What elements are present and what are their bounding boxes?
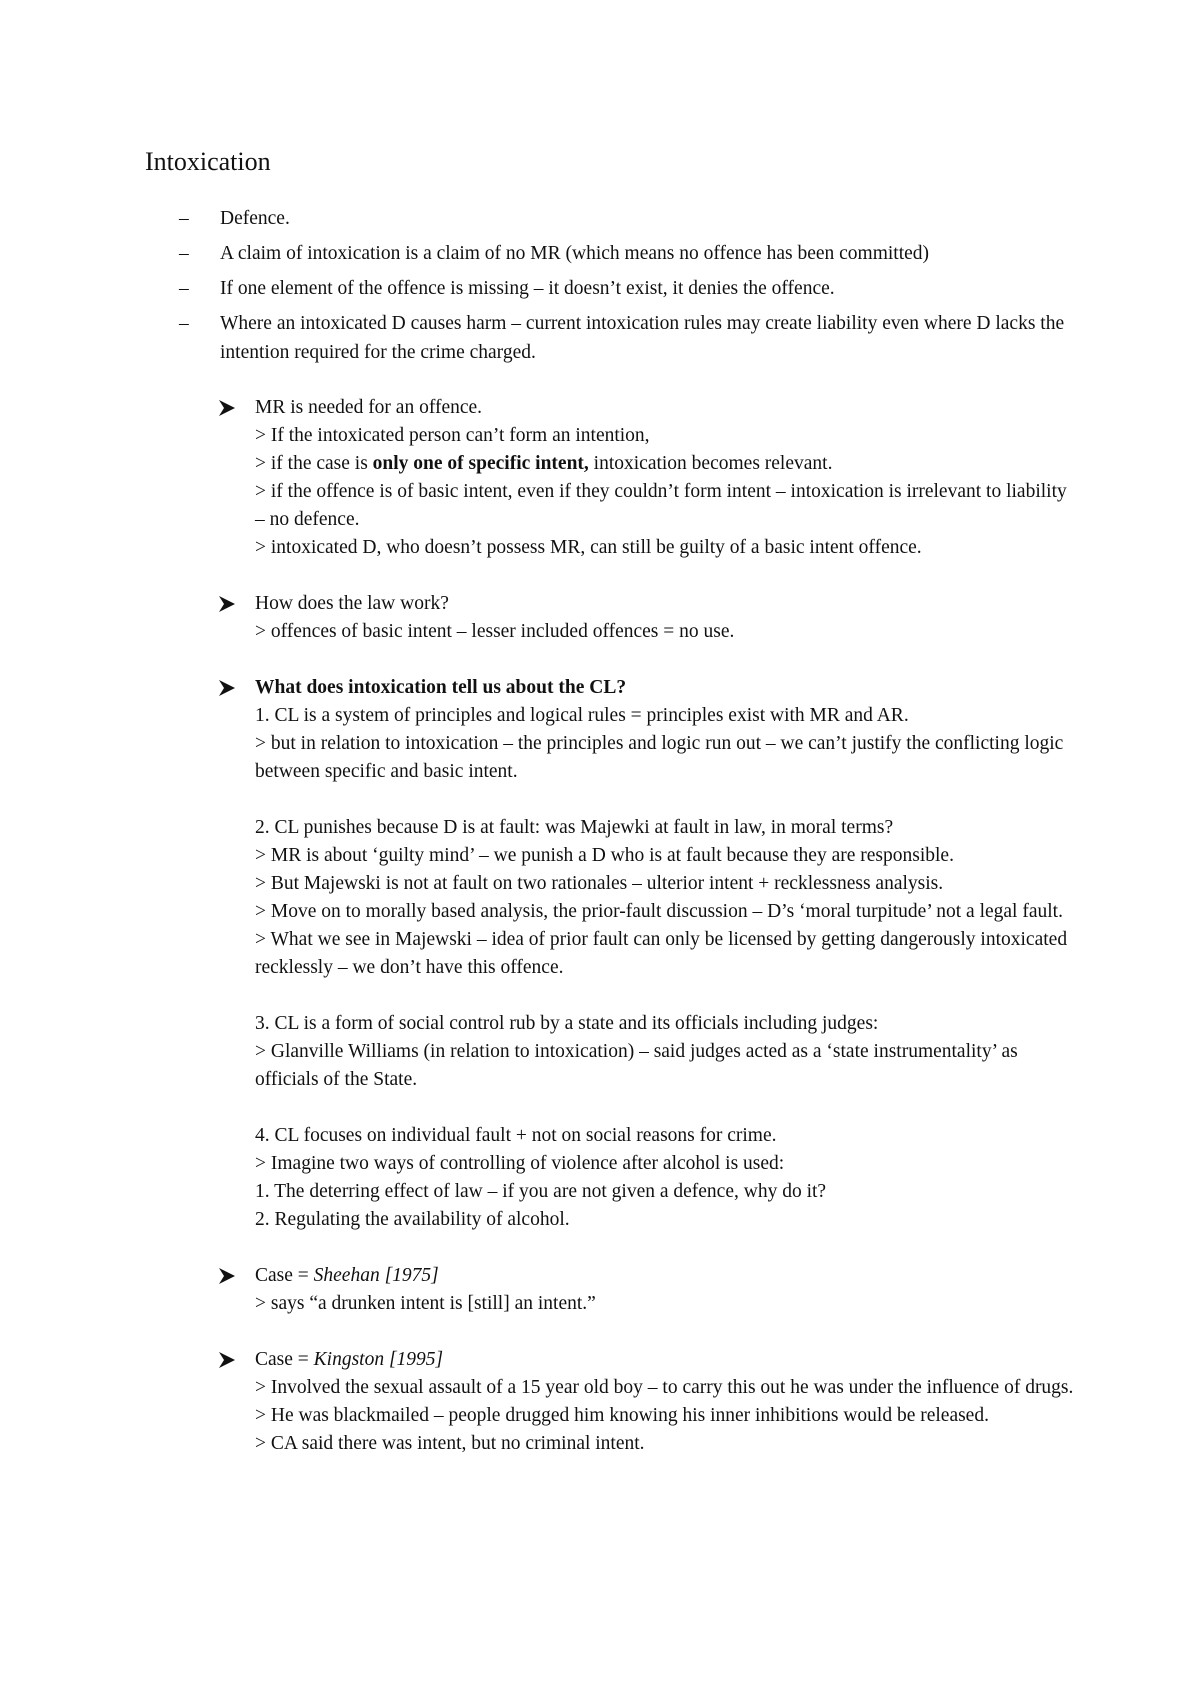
dash-list — [145, 204, 1075, 373]
case-name: Sheehan [1975] — [313, 1265, 439, 1286]
section-case-sheehan: Case = Sheehan [1975] > says “a drunken intent is [still] an intent.” — [218, 1262, 1078, 1318]
list-item: – Where an intoxicated D causes harm – current intoxication rules may create liability even where D lacks the intention required for the crime charged. — [145, 309, 1075, 367]
section-heading: What does intoxication tell us about the CL? — [255, 677, 627, 698]
list-item: – If one element of the offence is missing – it doesn’t exist, it denies the offence. — [145, 274, 1075, 303]
dash-bullet: – — [179, 243, 189, 264]
section-mr-needed: MR is needed for an offence. > If the intoxicated person can’t form an intention, > if the case is only one of specific intent, intoxication becomes relevant. > if the offence is of basic intent, even if they couldn’t form intent – intoxication is irrelevant to liability – no defence. > intoxicated D, who doesn’t possess MR, can still be guilty of a basic intent offence. — [218, 394, 1078, 562]
arrow-bullet-icon — [218, 596, 236, 612]
dash-bullet: – — [179, 208, 189, 229]
arrow-bullet-icon — [218, 1352, 236, 1368]
section-what-intoxication-tells: What does intoxication tell us about the CL? 1. CL is a system of principles and logical rules = principles exist with MR and AR. > but in relation to intoxication – the principles and logic run out – we can’t justify the conflicting logic between specific and basic intent. 2. CL punishes because D is at fault: was Majewki at fault in law, in moral terms? > MR is about ‘guilty mind’ – we punish a D who is at fault because they are responsible. > But Majewski is not at fault on two rationales – ulterior intent + recklessness analysis. > Move on to morally based analysis, the prior-fault discussion – D’s ‘moral turpitude’ not a legal fault. > What we see in Majewski – idea of prior fault can only be licensed by getting dangerously intoxicated recklessly – we don’t have this offence. 3. CL is a form of social control rub by a state and its officials including judges: > Glanville Williams (in relation to intoxication) – said judges acted as a ‘state instrumentality’ as officials of the State. 4. CL focuses on individual fault + not on social reasons for crime. > Imagine two ways of controlling of violence after alcohol is used: 1. The deterring effect of law – if you are not given a defence, why do it? 2. Regulating the availability of alcohol. — [218, 674, 1078, 1234]
case-name: Kingston [1995] — [313, 1349, 444, 1370]
arrow-bullet-icon — [218, 680, 236, 696]
list-item: – A claim of intoxication is a claim of no MR (which means no offence has been committed) — [145, 239, 1075, 268]
arrow-bullet-icon — [218, 1268, 236, 1284]
dash-bullet: – — [179, 278, 189, 299]
section-how-law-works: How does the law work? > offences of basic intent – lesser included offences = no use. — [218, 590, 1078, 646]
arrow-sections — [218, 394, 1078, 1486]
dash-bullet: – — [179, 313, 189, 334]
page-title: Intoxication — [145, 147, 271, 176]
list-item: – Defence. — [145, 204, 1075, 233]
arrow-bullet-icon — [218, 400, 236, 416]
section-case-kingston: Case = Kingston [1995] > Involved the sexual assault of a 15 year old boy – to carry this out he was under the influence of drugs. > He was blackmailed – people drugged him knowing his inner inhibitions would be released. > CA said there was intent, but no criminal intent. — [218, 1346, 1078, 1458]
